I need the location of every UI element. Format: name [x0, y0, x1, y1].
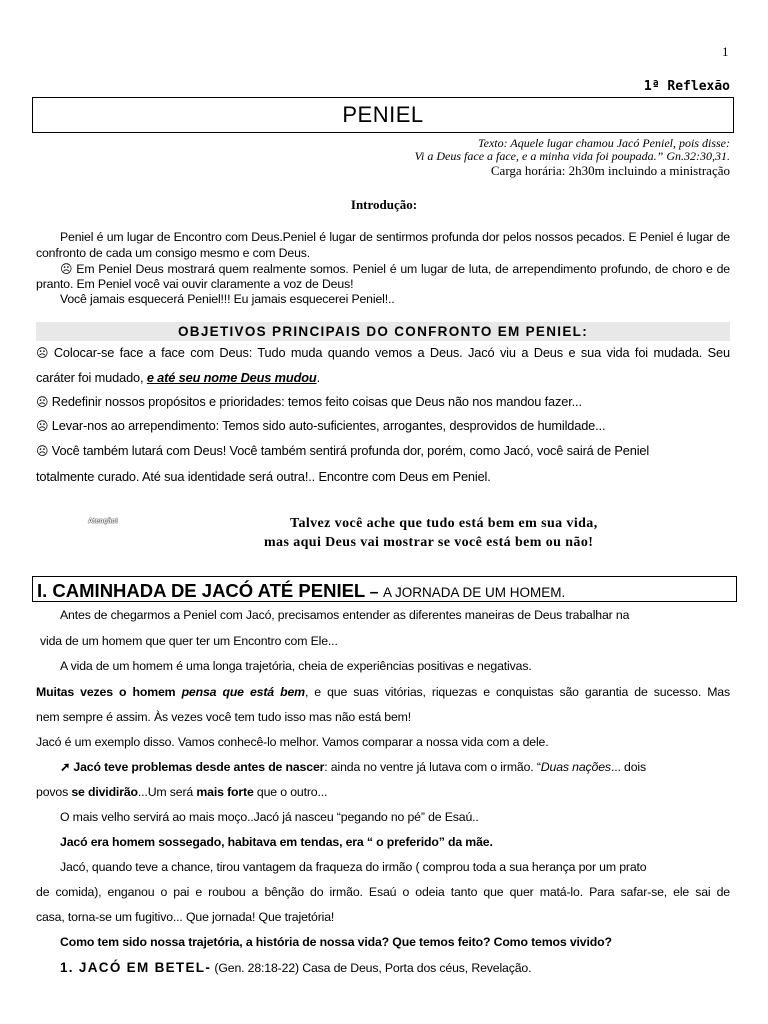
- page-title: PENIEL: [342, 102, 424, 127]
- s1-p1a: Antes de chegarmos a Peniel com Jacó, precisamos entender as diferentes maneiras de Deus trabalhar na: [60, 608, 630, 622]
- frown-icon: ☹: [60, 262, 73, 276]
- atencao-line-2: mas aqui Deus vai mostrar se você está bem ou não!: [264, 535, 594, 550]
- intro-p2b: pranto. Em Peniel você vai ouvir claramente a voz de Deus!: [36, 277, 354, 291]
- s1-p5: ➚ Jacó teve problemas desde antes de nascer: ainda no ventre já lutava com o irmão. “Duas nações... dois: [60, 760, 646, 774]
- page-number: 1: [722, 44, 729, 59]
- s1-p9b: de comida), enganou o pai e roubou a bênção do irmão. Esaú o odeia tanto que quer matá-lo. Para safar-se, ele sai de: [36, 885, 730, 899]
- atencao-line-1: Talvez você ache que tudo está bem em sua vida,: [290, 516, 598, 531]
- objetivo-1a: ☹ Colocar-se face a face com Deus: Tudo muda quando vemos a Deus. Jacó viu a Deus e sua vida foi mudada. Seu: [36, 345, 730, 360]
- title-box: [32, 97, 734, 133]
- frown-icon: ☹: [36, 346, 49, 360]
- s1-p1b: vida de um homem que quer ter um Encontro com Ele...: [40, 634, 338, 648]
- s1-p8: Jacó era homem sossegado, habitava em tendas, era “ o preferido” da mãe.: [60, 835, 493, 849]
- section-1-subheading: A JORNADA DE UM HOMEM.: [383, 585, 566, 600]
- s1-p4: Jacó é um exemplo disso. Vamos conhecê-lo melhor. Vamos comparar a nossa vida com a dele.: [36, 735, 549, 749]
- objetivos-heading: OBJETIVOS PRINCIPAIS DO CONFRONTO EM PENIEL:: [178, 324, 588, 339]
- objetivo-1b: caráter foi mudado, e até seu nome Deus mudou.: [36, 370, 320, 385]
- intro-p1a: Peniel é um lugar de Encontro com Deus.Peniel é lugar de sentirmos profunda dor pelos nossos pecados. E Peniel é lugar de: [60, 230, 730, 244]
- reflexao-label: 1ª Reflexão: [643, 79, 730, 94]
- intro-p3: Você jamais esquecerá Peniel!!! Eu jamais esquecerei Peniel!..: [60, 292, 395, 306]
- s1-p10: Como tem sido nossa trajetória, a história de nossa vida? Que temos feito? Como temos vivido?: [60, 935, 612, 949]
- objetivo-4a: ☹ Você também lutará com Deus! Você também sentirá profunda dor, porém, como Jacó, você sairá de Peniel: [36, 443, 650, 458]
- frown-icon: ☹: [36, 395, 49, 409]
- s1-p6: povos se dividirão...Um será mais forte que o outro...: [36, 785, 328, 799]
- intro-heading: Introdução:: [350, 197, 418, 212]
- subsection-1-heading: 1. JACÓ EM BETEL-: [60, 960, 212, 975]
- texto-line-1: Texto: Aquele lugar chamou Jacó Peniel, pois disse:: [478, 136, 730, 150]
- intro-p1b: confronto de cada um consigo mesmo e com Deus.: [36, 246, 311, 260]
- s1-p2: A vida de um homem é uma longa trajetória, cheia de experiências positivas e negativas.: [60, 659, 532, 673]
- section-1-heading: I. CAMINHADA DE JACÓ ATÉ PENIEL: [37, 580, 366, 601]
- s1-p9a: Jacó, quando teve a chance, tirou vantagem da fraqueza do irmão ( comprou toda a sua herança por um prato: [60, 860, 647, 874]
- arrow-icon: ➚: [60, 760, 71, 774]
- texto-line-2: Vi a Deus face a face, e a minha vida foi poupada.” Gn.32:30,31.: [414, 149, 730, 163]
- s1-p7: O mais velho servirá ao mais moço..Jacó já nasceu “pegando no pé” de Esaú..: [60, 810, 479, 824]
- subsection-1: 1. JACÓ EM BETEL- (Gen. 28:18-22) Casa de Deus, Porta dos céus, Revelação.: [60, 960, 532, 975]
- s1-p3b: nem sempre é assim. Às vezes você tem tudo isso mas não está bem!: [36, 710, 412, 724]
- s1-p3a: Muitas vezes o homem pensa que está bem, e que suas vitórias, riquezas e conquistas são garantia de sucesso. Mas: [36, 685, 730, 699]
- atencao-label: Atenção!: [88, 518, 118, 525]
- section-1-box: I. CAMINHADA DE JACÓ ATÉ PENIEL – A JORNADA DE UM HOMEM.: [32, 576, 737, 602]
- carga-horaria: Carga horária: 2h30m incluindo a ministração: [490, 163, 730, 178]
- objetivo-4b: totalmente curado. Até sua identidade será outra!.. Encontre com Deus em Peniel.: [36, 469, 491, 484]
- frown-icon: ☹: [36, 419, 49, 433]
- objetivos-banner: [36, 322, 730, 341]
- s1-p9c: casa, torna-se um fugitivo... Que jornada! Que trajetória!: [36, 910, 335, 924]
- objetivo-3: ☹ Levar-nos ao arrependimento: Temos sido auto-suficientes, arrogantes, desprovidos de humildade...: [36, 418, 606, 433]
- frown-icon: ☹: [36, 444, 49, 458]
- objetivo-2: ☹ Redefinir nossos propósitos e prioridades: temos feito coisas que Deus não nos mandou fazer...: [36, 394, 582, 409]
- intro-p2a: ☹ Em Peniel Deus mostrará quem realmente somos. Peniel é um lugar de luta, de arrependimento profundo, de choro e de: [60, 262, 730, 276]
